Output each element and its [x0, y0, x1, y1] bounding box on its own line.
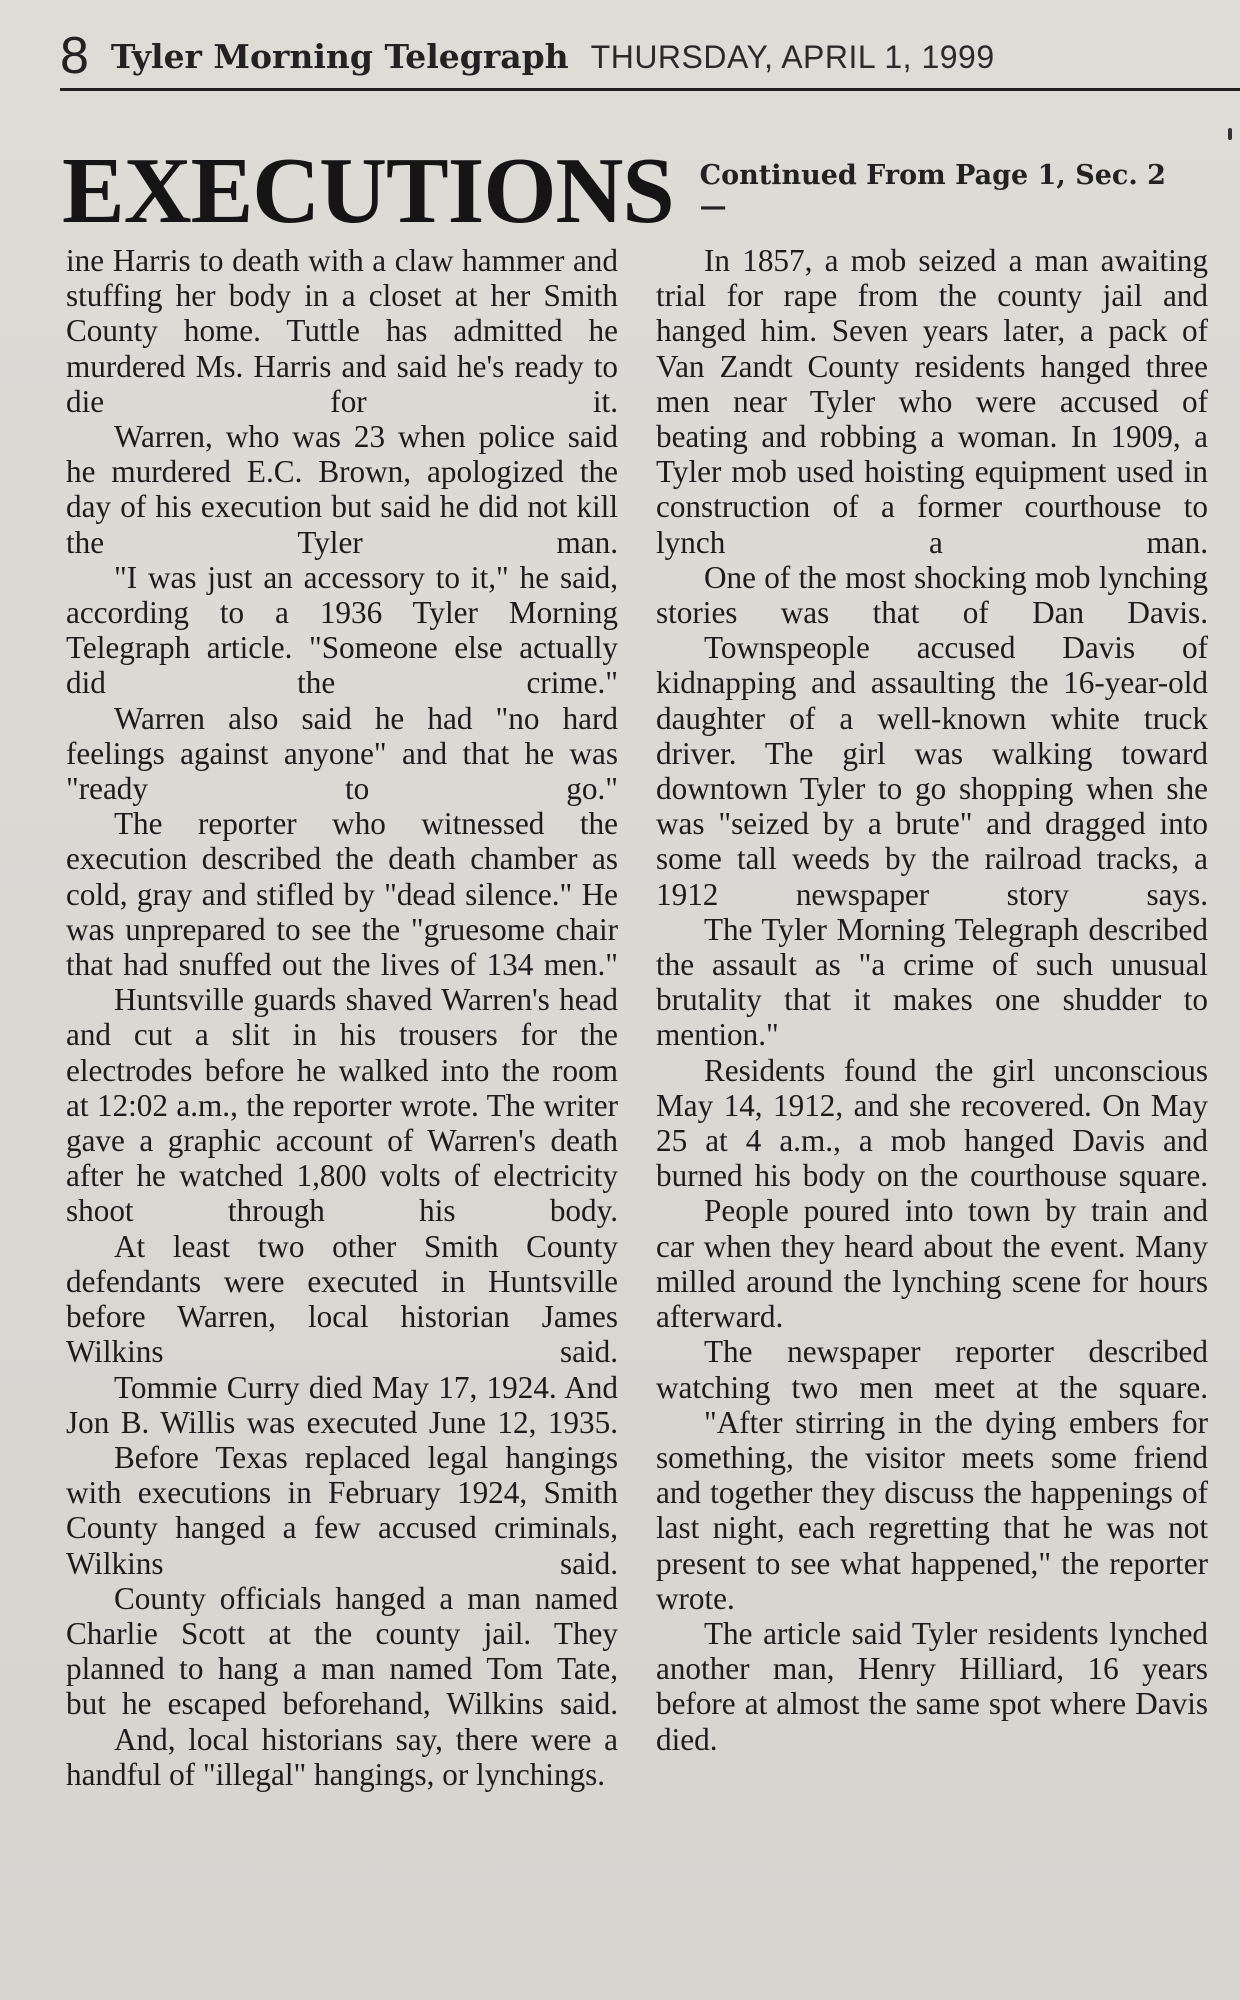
paragraph: Warren, who was 23 when police said he murdered E.C. Brown, apologized the day of his execution but said he did not kill the Tyler man. — [66, 419, 618, 560]
paragraph: Warren also said he had "no hard feelings against anyone" and that he was "ready to go." — [66, 700, 618, 807]
paragraph: "After stirring in the dying embers for something, the visitor meets some friend and together they discuss the happenings of last night, each regretting that he was not present to see what happened," the reporter wrote. — [656, 1404, 1208, 1616]
paragraph: Residents found the girl unconscious May 14, 1912, and she recovered. On May 25 at 4 a.m., a mob hanged Davis and burned his body on the courthouse square. — [656, 1052, 1208, 1194]
paragraph: The article said Tyler residents lynched another man, Henry Hilliard, 16 years before at almost the same spot where Davis died. — [656, 1615, 1208, 1757]
paragraph: People poured into town by train and car when they heard about the event. Many milled around the lynching scene for hours afterward. — [656, 1193, 1208, 1335]
paragraph: ine Harris to death with a claw hammer and stuffing her body in a closet at her Smith County home. Tuttle has admitted he murdered Ms. Harris and said he's ready to die for it. — [66, 243, 618, 419]
paragraph: Tommie Curry died May 17, 1924. And Jon B. Willis was executed June 12, 1935. — [66, 1369, 618, 1440]
paragraph: The reporter who witnessed the execution described the death chamber as cold, gray and stifled by "dead silence." He was unprepared to see the "gruesome chair that had snuffed out the lives of 134 men." — [66, 806, 618, 983]
paragraph: Huntsville guards shaved Warren's head and cut a slit in his trousers for the electrodes before he walked into the room at 12:02 a.m., the reporter wrote. The writer gave a graphic account of Warren's death after he watched 1,800 volts of electricity shoot through his body. — [66, 982, 618, 1229]
paragraph: "I was just an accessory to it," he said, according to a 1936 Tyler Morning Telegraph article. "Someone else actually did the crime." — [66, 559, 618, 701]
paragraph: County officials hanged a man named Charlie Scott at the county jail. They planned to hang a man named Tom Tate, but he escaped beforehand, Wilkins said. — [66, 1580, 618, 1722]
newspaper-name: Tyler Morning Telegraph — [110, 37, 569, 76]
headline: EXECUTIONS — [62, 139, 674, 243]
paragraph: Townspeople accused Davis of kidnapping and assaulting the 16-year-old daughter of a well-known white truck driver. The girl was walking toward downtown Tyler to go shopping when she was "seized by a brute" and dragged into some tall weeds by the railroad tracks, a 1912 newspaper story says. — [656, 630, 1208, 912]
paragraph: In 1857, a mob seized a man awaiting trial for rape from the county jail and hanged him. Seven years later, a pack of Van Zandt County residents hanged three men near Tyler who were accused of beating and robbing a woman. In 1909, a Tyler mob used hoisting equipment used in construction of a former courthouse to lynch a man. — [656, 243, 1208, 560]
issue-date: THURSDAY, APRIL 1, 1999 — [590, 39, 995, 75]
headline-row — [62, 128, 1202, 243]
article-column-left — [66, 243, 618, 1792]
page-number: 8 — [60, 27, 89, 85]
paragraph: Before Texas replaced legal hangings with executions in February 1924, Smith County hanged a few accused criminals, Wilkins said. — [66, 1439, 618, 1581]
paragraph: And, local historians say, there were a handful of "illegal" hangings, or lynchings. — [66, 1721, 618, 1792]
continued-from-label: Continued From Page 1, Sec. 2 — — [699, 160, 1166, 222]
paragraph: The newspaper reporter described watching two men meet at the square. — [656, 1334, 1208, 1405]
paragraph: The Tyler Morning Telegraph described the assault as "a crime of such unusual brutality that it makes one shudder to mention." — [656, 911, 1208, 1053]
paragraph: At least two other Smith County defendants were executed in Huntsville before Warren, local historian James Wilkins said. — [66, 1228, 618, 1370]
paragraph: One of the most shocking mob lynching stories was that of Dan Davis. — [656, 559, 1208, 631]
masthead — [60, 22, 1240, 91]
article-column-right — [656, 243, 1208, 1757]
margin-mark — [1228, 128, 1232, 140]
